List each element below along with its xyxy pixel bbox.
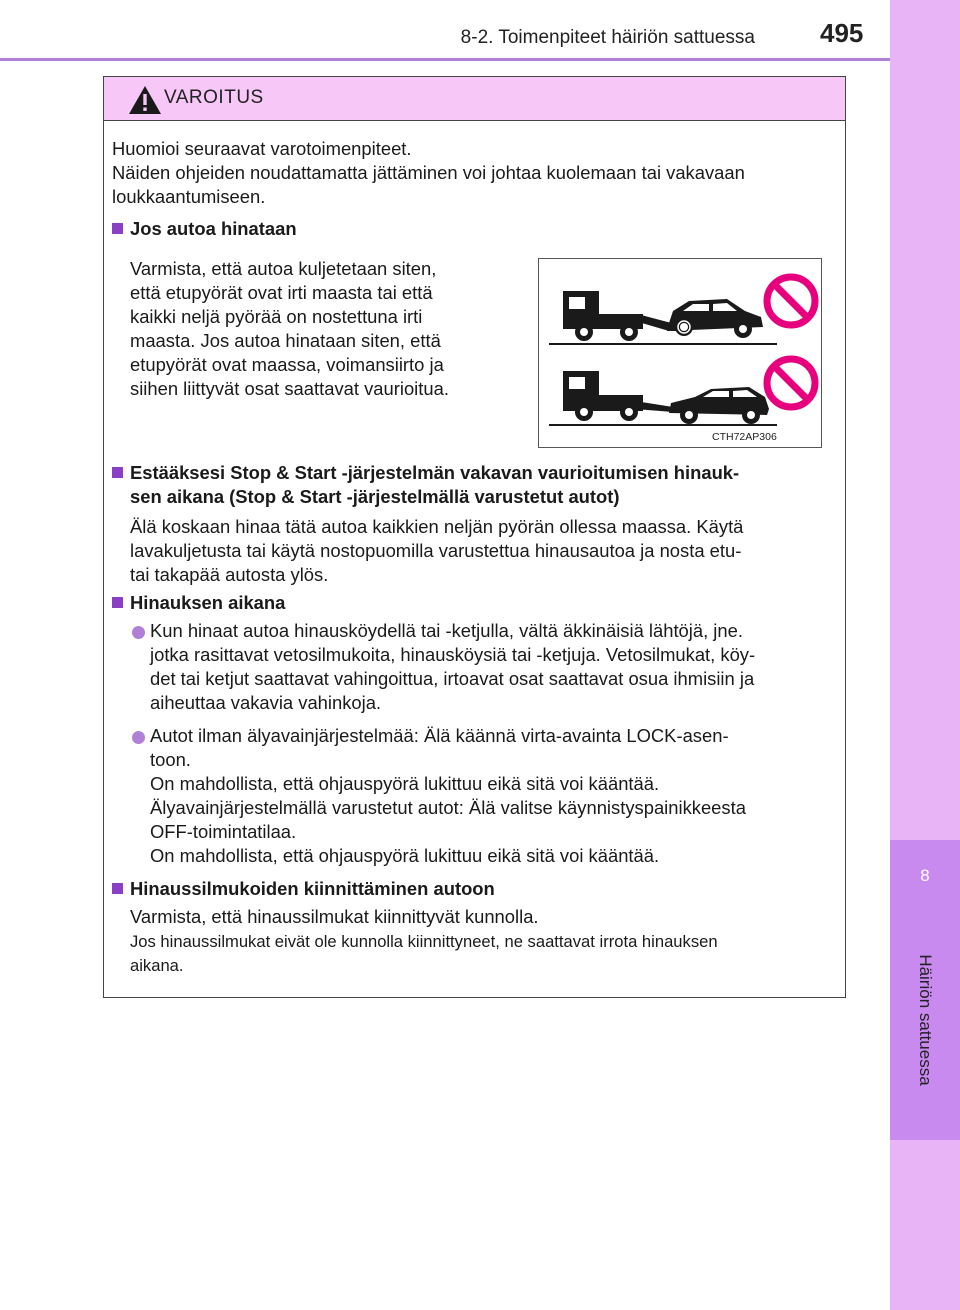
warning-header bbox=[104, 77, 845, 121]
tow-truck-illustration bbox=[539, 259, 821, 447]
bullet-text: Älyavainjärjestelmällä varustetut autot: Älä valitse käynnistyspainikkeesta bbox=[150, 797, 746, 818]
section-text: kaikki neljä pyörää on nostettuna irti bbox=[130, 306, 423, 327]
section-square-icon bbox=[112, 467, 123, 478]
page-number: 495 bbox=[820, 18, 864, 48]
bullet-text: det tai ketjut saattavat vahingoittua, irtoavat osat saattavat osua ihmisiin ja bbox=[150, 668, 755, 689]
intro-line: loukkaantumiseen. bbox=[112, 186, 266, 207]
towed-car-lower bbox=[669, 387, 769, 424]
bullet-text: On mahdollista, että ohjauspyörä lukittuu eikä sitä voi kääntää. bbox=[150, 845, 660, 866]
section-text: Jos hinaussilmukat eivät ole kunnolla kiinnittyneet, ne saattavat irrota hinauksen bbox=[130, 932, 718, 951]
section-text: tai takapää autosta ylös. bbox=[130, 564, 329, 585]
towing-illustration bbox=[538, 258, 822, 448]
prohibition-icon bbox=[767, 277, 815, 325]
section-text: Älä koskaan hinaa tätä autoa kaikkien neljän pyörän ollessa maassa. Käytä bbox=[130, 516, 744, 537]
tow-truck-upper bbox=[563, 291, 679, 341]
illustration-code: CTH72AP306 bbox=[712, 431, 777, 443]
warning-title: VAROITUS bbox=[164, 87, 264, 108]
bullet-dot-icon bbox=[132, 731, 145, 744]
section-square-icon bbox=[112, 883, 123, 894]
section-heading-during-towing: Hinauksen aikana bbox=[112, 591, 285, 615]
section-text: Varmista, että hinaussilmukat kiinnittyvät kunnolla. bbox=[130, 906, 539, 927]
section-square-icon bbox=[112, 223, 123, 234]
intro-line: Huomioi seuraavat varotoimenpiteet. bbox=[112, 138, 412, 159]
bullet-text: OFF-toimintatilaa. bbox=[150, 821, 297, 842]
tow-truck-lower bbox=[563, 371, 673, 421]
section-text: aikana. bbox=[130, 956, 184, 975]
section-text: Varmista, että autoa kuljetetaan siten, bbox=[130, 258, 437, 279]
chapter-tab-label: Häiriön sattuessa bbox=[916, 954, 935, 1086]
bullet-text: jotka rasittavat vetosilmukoita, hinausköysiä tai -ketjuja. Vetosilmukat, köy- bbox=[150, 644, 756, 665]
section-text: siihen liittyvät osat saattavat vaurioitua. bbox=[130, 378, 449, 399]
bullet-text: Autot ilman älyavainjärjestelmää: Älä käännä virta-avainta LOCK-asen- bbox=[150, 725, 729, 746]
section-heading-stop-start: Estääksesi Stop & Start -järjestelmän vakavan vaurioitumisen hinauk- bbox=[112, 461, 838, 485]
section-heading-towing-eyelets: Hinaussilmukoiden kiinnittäminen autoon bbox=[112, 877, 495, 901]
section-text: että etupyörät ovat irti maasta tai että bbox=[130, 282, 433, 303]
chapter-title: 8-2. Toimenpiteet häiriön sattuessa bbox=[460, 27, 755, 48]
prohibition-icon bbox=[767, 359, 815, 407]
section-text: etupyörät ovat maassa, voimansiirto ja bbox=[130, 354, 444, 375]
bullet-text: On mahdollista, että ohjauspyörä lukittuu eikä sitä voi kääntää. bbox=[150, 773, 660, 794]
chapter-tab-number: 8 bbox=[920, 866, 930, 885]
bullet-text: toon. bbox=[150, 749, 191, 770]
section-heading-stop-start-cont: sen aikana (Stop & Start -järjestelmällä varustetut autot) bbox=[130, 486, 620, 507]
section-text: lavakuljetusta tai käytä nostopuomilla varustettua hinausautoa ja nosta etu- bbox=[130, 540, 742, 561]
section-heading-towing: Jos autoa hinataan bbox=[112, 217, 297, 241]
warning-triangle-icon bbox=[128, 85, 162, 115]
towed-car-upper bbox=[667, 299, 763, 338]
header-divider bbox=[0, 58, 890, 61]
section-text: maasta. Jos autoa hinataan siten, että bbox=[130, 330, 441, 351]
intro-line: Näiden ohjeiden noudattamatta jättäminen voi johtaa kuolemaan tai vakavaan bbox=[112, 162, 745, 183]
section-square-icon bbox=[112, 597, 123, 608]
bullet-dot-icon bbox=[132, 626, 145, 639]
bullet-text: Kun hinaat autoa hinausköydellä tai -ketjulla, vältä äkkinäisiä lähtöjä, jne. bbox=[150, 620, 743, 641]
bullet-text: aiheuttaa vakavia vahinkoja. bbox=[150, 692, 382, 713]
